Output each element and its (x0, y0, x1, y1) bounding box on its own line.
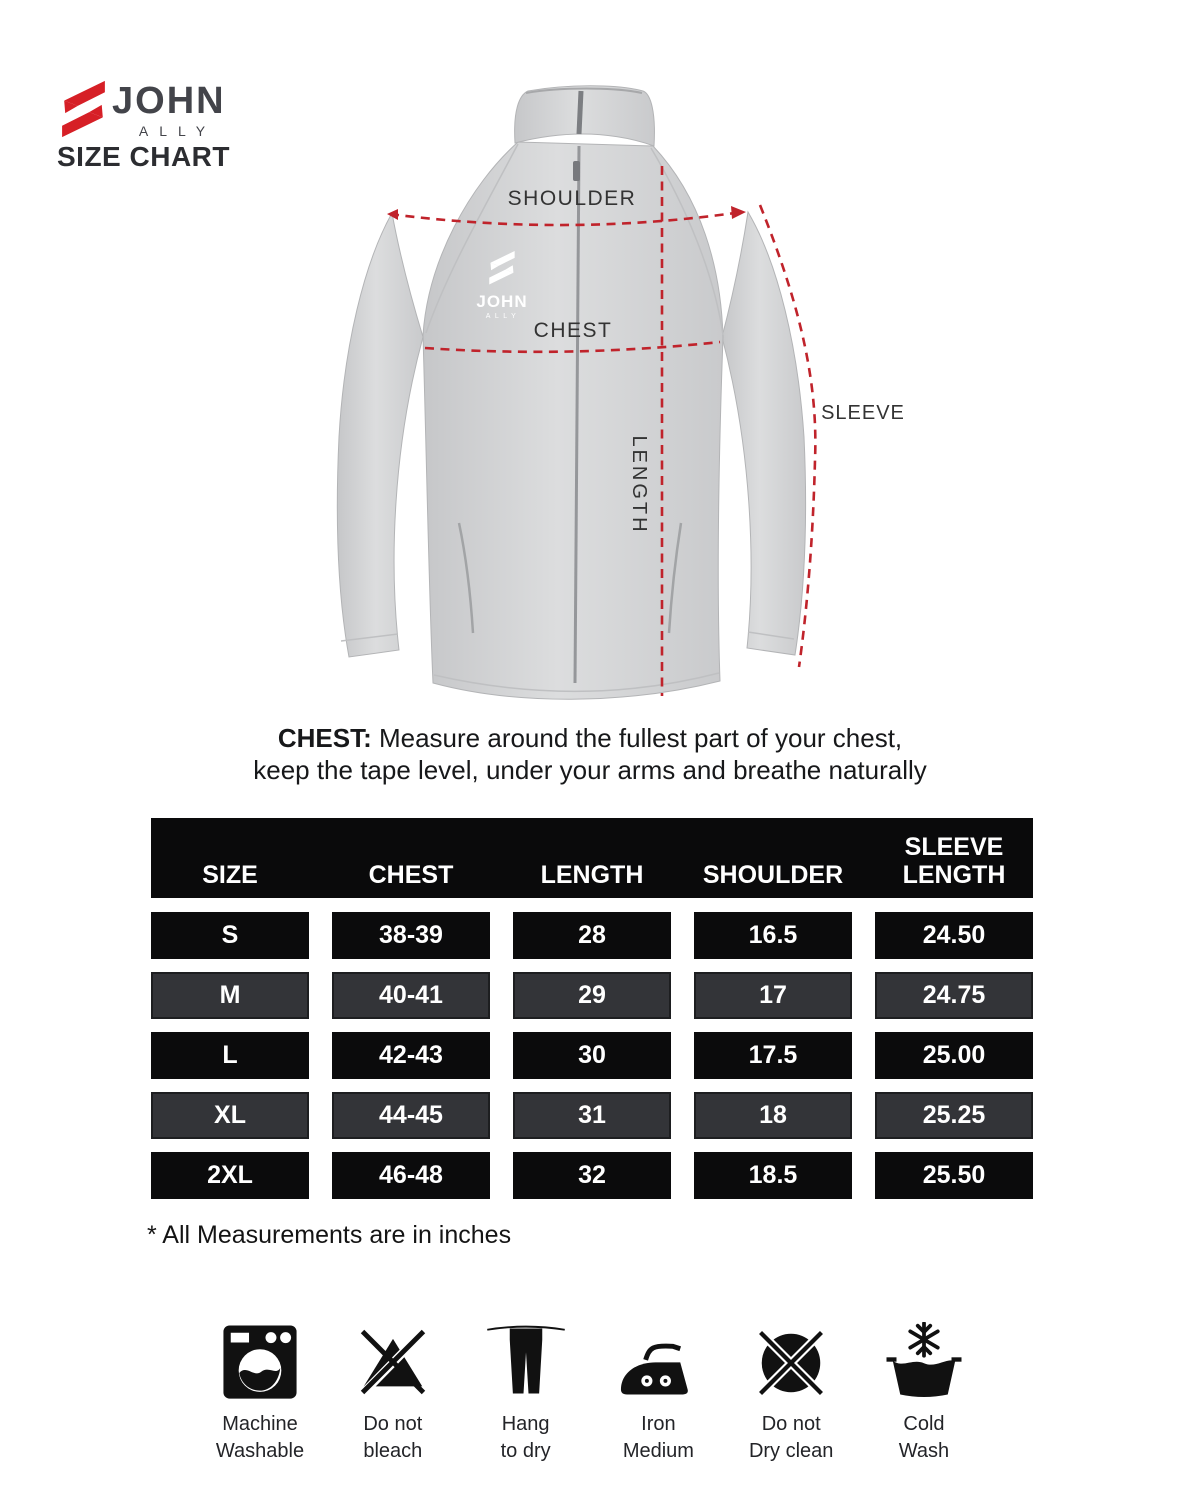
chest-note-line2: keep the tape level, under your arms and breathe naturally (253, 755, 927, 785)
table-row (151, 972, 1033, 1019)
care-item-cold-wash (860, 1316, 988, 1465)
care-item-iron-medium (594, 1316, 722, 1465)
table-row (151, 1032, 1033, 1079)
cell-length: 32 (513, 1152, 671, 1199)
hang-to-dry-icon (486, 1320, 566, 1402)
chest-logo-subname: ALLY (485, 313, 521, 320)
page-title: SIZE CHART (57, 141, 230, 172)
shoulder-label: SHOULDER (507, 187, 637, 210)
cell-chest: 44-45 (332, 1092, 490, 1139)
cell-length: 31 (513, 1092, 671, 1139)
care-label: Hang to dry (500, 1413, 551, 1462)
cell-size: S (151, 912, 309, 959)
care-item-do-not-bleach (329, 1316, 457, 1465)
header-size: SIZE (202, 861, 258, 889)
cell-sleeve: 24.75 (875, 972, 1033, 1019)
header-length: LENGTH (540, 861, 644, 889)
size-table-header (151, 818, 1033, 898)
care-label: Do not bleach (363, 1413, 423, 1462)
jacket-measurement-figure (330, 85, 910, 715)
cell-size: L (151, 1032, 309, 1079)
cell-sleeve: 25.50 (875, 1152, 1033, 1199)
care-label: Iron Medium (622, 1413, 694, 1462)
care-instructions (196, 1316, 988, 1465)
iron-medium-icon (616, 1340, 700, 1402)
chest-note-line1: Measure around the fullest part of your chest, (371, 723, 903, 753)
cell-chest: 46-48 (332, 1152, 490, 1199)
table-row (151, 1092, 1033, 1139)
cell-size: M (151, 972, 309, 1019)
cell-sleeve: 25.25 (875, 1092, 1033, 1139)
chest-note-label: CHEST: (277, 723, 372, 753)
cell-chest: 40-41 (332, 972, 490, 1019)
header-sleeve-length: SLEEVE LENGTH (902, 833, 1006, 889)
size-table (151, 818, 1033, 1199)
table-row (151, 912, 1033, 959)
header-chest: CHEST (368, 861, 454, 889)
cell-shoulder: 18 (694, 1092, 852, 1139)
brand-wordmark (112, 82, 232, 139)
cell-size: 2XL (151, 1152, 309, 1199)
cell-chest: 42-43 (332, 1032, 490, 1079)
cell-shoulder: 18.5 (694, 1152, 852, 1199)
header-shoulder: SHOULDER (702, 861, 844, 889)
sleeve-label: SLEEVE (821, 402, 905, 424)
cell-shoulder: 17.5 (694, 1032, 852, 1079)
cell-length: 28 (513, 912, 671, 959)
cell-length: 30 (513, 1032, 671, 1079)
cold-wash-icon (884, 1322, 964, 1402)
do-not-dry-clean-icon (752, 1324, 830, 1402)
chest-measure-note (0, 722, 1180, 786)
care-item-do-not-dry-clean (727, 1316, 855, 1465)
chest-label: CHEST (533, 319, 613, 342)
washing-machine-icon (221, 1322, 299, 1402)
care-label: Machine Washable (215, 1413, 305, 1462)
do-not-bleach-icon (354, 1322, 432, 1402)
chest-logo-name: JOHN (476, 292, 528, 311)
care-item-machine-washable (196, 1316, 324, 1465)
length-label: LENGTH (628, 435, 650, 535)
jacket-illustration (337, 86, 805, 700)
brand-name: JOHN (112, 80, 226, 122)
units-footnote: * All Measurements are in inches (147, 1221, 512, 1249)
john-ally-logo-icon (60, 80, 108, 138)
care-label: Cold Wash (898, 1413, 950, 1462)
cell-chest: 38-39 (332, 912, 490, 959)
table-row (151, 1152, 1033, 1199)
cell-size: XL (151, 1092, 309, 1139)
care-label: Do not Dry clean (748, 1413, 834, 1462)
cell-sleeve: 25.00 (875, 1032, 1033, 1079)
cell-shoulder: 17 (694, 972, 852, 1019)
care-item-hang-to-dry (462, 1316, 590, 1465)
cell-shoulder: 16.5 (694, 912, 852, 959)
cell-sleeve: 24.50 (875, 912, 1033, 959)
cell-length: 29 (513, 972, 671, 1019)
brand-subname: ALLY (138, 123, 217, 139)
